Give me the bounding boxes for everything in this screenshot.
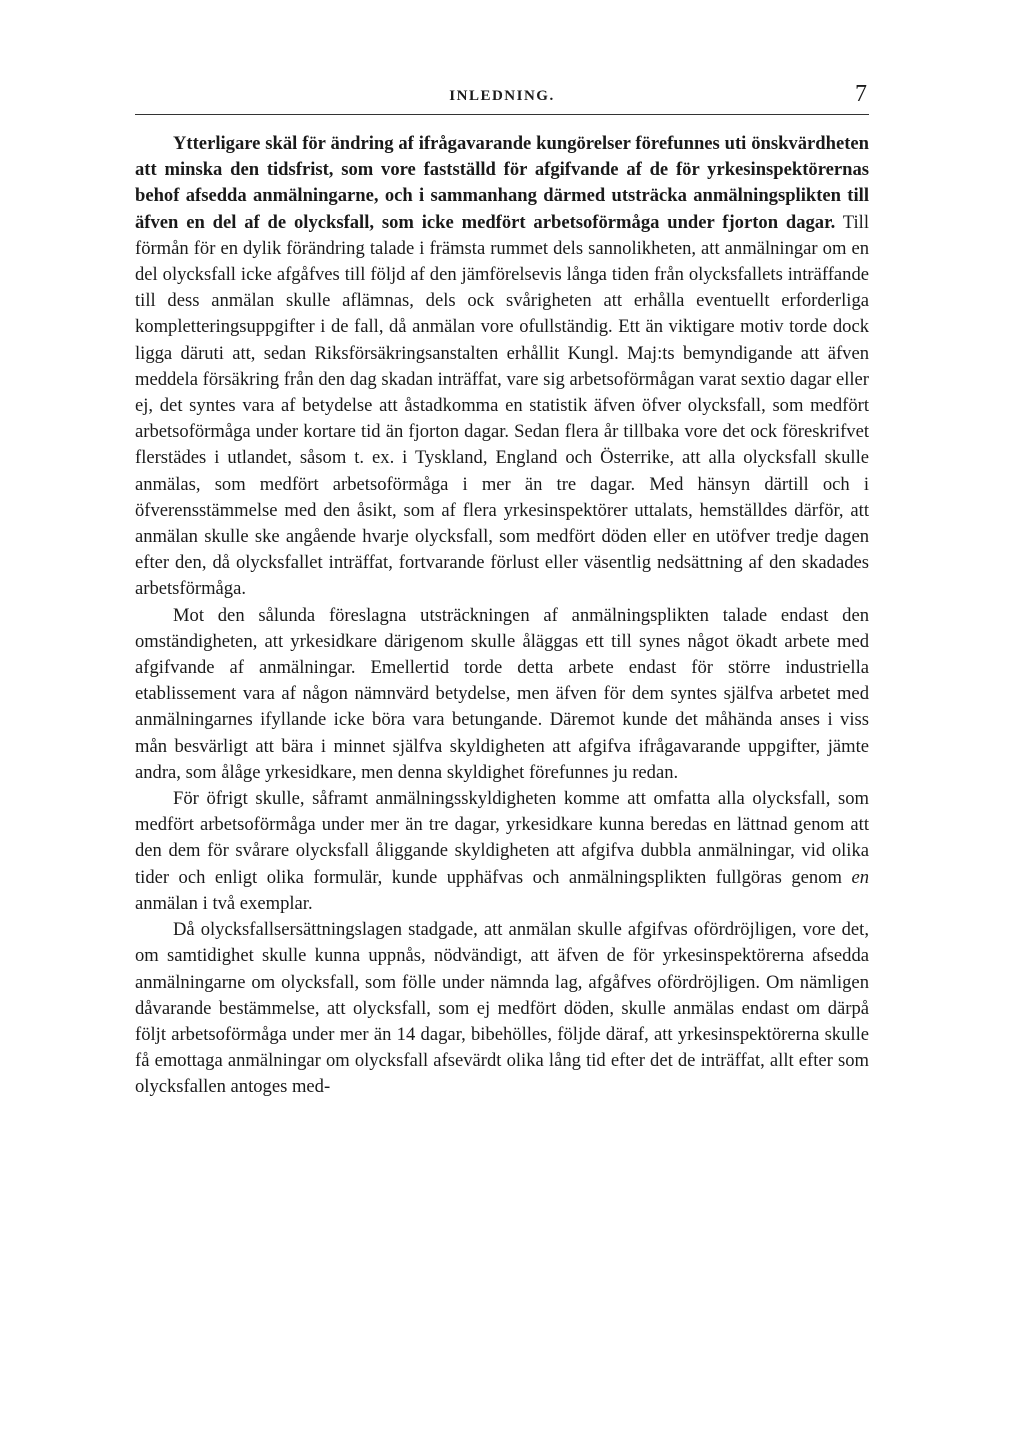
paragraph-3-text-before: För öfrigt skulle, såframt anmälningsskyldigheten komme att omfatta alla olycksfall, som medfört arbetsoförmåga under mer än tre dagar, yrkesidkare kunna beredas en lättnad genom att den dem för svårare olycksfall åliggande skyldigheten att afgifva dubbla anmälningar, vid olika tider och enligt olika formulär, kunde upphäfvas och anmälningsplikten fullgöras genom [135, 788, 869, 888]
paragraph-3-emphasis: en [851, 866, 869, 888]
paragraph-1 [135, 131, 869, 603]
paragraph-1-text: Till förmån för en dylik förändring talade i främsta rummet dels sannolikheten, att anmälningar om en del olycksfall icke afgåfves till följd af den jämförelsevis långa tiden från olycksfallets inträffande till dess anmälan skulle aflämnas, dels ock svårigheten att erhålla eventuellt erforderliga kompletteringsuppgifter i de fall, då anmälan vore ofullständig. Ett än viktigare motiv torde dock ligga däruti att, sedan Riksförsäkringsanstalten erhållit Kungl. Maj:ts bemyndigande att äfven meddela försäkring från den dag skadan inträffat, vare sig arbetsoförmågan varat sextio dagar eller ej, det syntes vara af betydelse att åstadkomma en statistik äfven öfver olycksfall, som medfört arbetsoförmåga under kortare tid än fjorton dagar. Sedan flera år tillbaka vore det ock föreskrifvet flerstädes i utlandet, såsom t. ex. i Tyskland, England och Österrike, att alla olycksfall skulle anmälas, som medfört arbetsoförmåga i mer än tre dagar. Med hänsyn därtill och i öfverensstämmelse med den åsikt, som af flera yrkesinspektörer uttalats, hemställdes därför, att anmälan skulle ske angående hvarje olycksfall, som medfört döden eller en utöfver tredje dagen efter den, då olycksfallet inträffat, fortvarande förlust eller väsentlig nedsättning af den skadades arbetsförmåga. [135, 211, 869, 600]
paragraph-2: Mot den sålunda föreslagna utsträckningen af anmälningsplikten talade endast den omständigheten, att yrkesidkare därigenom skulle åläggas ett till synes något ökadt arbete med afgifvande af anmälningar. Emellertid torde detta arbete endast för större industriella etablissement vara af någon nämnvärd betydelse, men äfven för dem syntes själfva arbetet med anmälningarnes ifyllande icke böra vara betungande. Däremot kunde det måhända anses i viss mån besvärligt att bära i minnet själfva skyldigheten att afgifva ifrågavarande uppgifter, jämte andra, som ålåge yrkesidkare, men denna skyldighet förefunnes ju redan. [135, 604, 869, 783]
book-page [135, 80, 869, 1101]
running-head [135, 80, 869, 115]
page-number: 7 [855, 81, 867, 107]
paragraph-3-text-after: anmälan i två exemplar. [135, 892, 313, 914]
running-title: INLEDNING. [449, 88, 555, 104]
body-text [135, 131, 869, 1101]
paragraph-4: Då olycksfallsersättningslagen stadgade, att anmälan skulle afgifvas ofördröjligen, vore det, om samtidighet skulle kunna uppnås, nödvändigt, att äfven de för yrkesinspektörerna afsedda anmälningarne om olycksfall, som fölle under nämnda lag, afgåfves ofördröjligen. Om nämligen dåvarande bestämmelse, att olycksfall, som ej medfört döden, skulle anmälas endast om därpå följt arbetsoförmåga under mer än 14 dagar, bibehölles, följde däraf, att yrkesinspektörerna skulle få emottaga anmälningar om olycksfall afsevärdt olika lång tid efter det de inträffat, allt efter som olycksfallen antoges med- [135, 919, 869, 1098]
paragraph-3 [135, 786, 869, 917]
paragraph-1-bold-lead: Ytterligare skäl för ändring af ifrågavarande kungörelser förefunnes uti önskvärdheten att minska den tidsfrist, som vore fastställd för afgifvande af de för yrkesinspektörernas behof afsedda anmälningarne, och i sammanhang därmed utsträcka anmälningsplikten till äfven en del af de olycksfall, som icke medfört arbetsoförmåga under fjorton dagar. [135, 133, 869, 233]
